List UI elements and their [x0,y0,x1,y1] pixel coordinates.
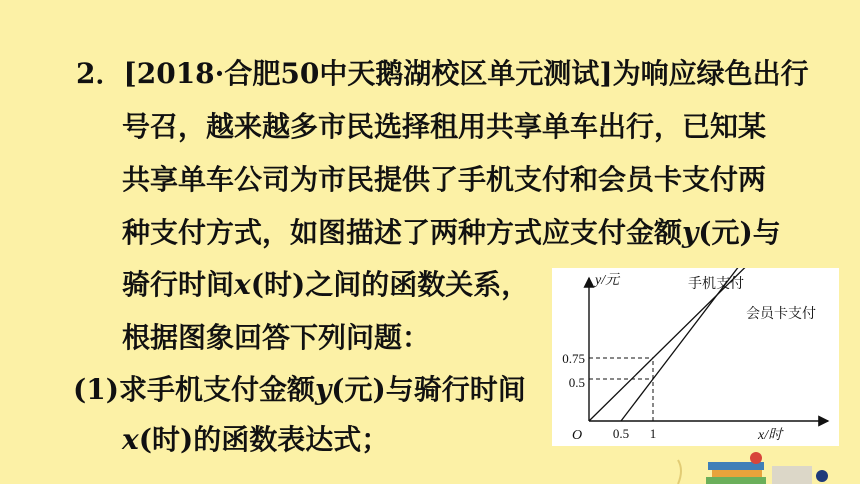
problem-source: [2018·合肥50中天鹅湖校区单元测试] [123,57,613,90]
variable-y: y [682,216,699,249]
series-label: 会员卡支付 [746,306,816,322]
question-1-text: (1)求手机支付金额 [73,373,315,406]
problem-line-2: 号召，越来越多市民选择租用共享单车出行，已知某 [122,110,767,143]
problem-line-5-text: 骑行时间 [122,268,235,301]
x-axis-label: x/时 [758,428,783,443]
problem-line-5 [122,268,529,302]
question-1-line-2 [122,423,389,457]
problem-line-1 [76,57,809,91]
graph-svg [552,268,839,446]
y-axis-label: y/元 [595,273,620,288]
x-tick-label: 0.5 [612,426,630,441]
problem-line-6: 根据图象回答下列问题： [122,321,431,354]
variable-y: y [314,373,332,406]
problem-line-4 [122,216,781,250]
y-tick-label: 0.5 [568,375,585,390]
variable-x: x [234,268,251,301]
series-label: 手机支付 [688,276,744,292]
question-1-text-c: (时)的函数表达式； [138,423,390,456]
variable-x: x [122,423,139,456]
problem-number: 2． [76,57,124,90]
y-tick-label: 0.75 [562,351,585,366]
problem-line-5-rest: (时)之间的函数关系， [250,268,530,301]
x-tick-label: 1 [649,426,657,441]
function-graph [552,268,839,446]
unit-yuan: (元)与 [698,216,781,249]
origin-label: O [572,428,583,443]
problem-line-3: 共享单车公司为市民提供了手机支付和会员卡支付两 [122,163,767,196]
question-1-line-1 [73,373,526,407]
books-decoration [672,446,858,484]
question-1-text-b: (元)与骑行时间 [331,373,526,406]
problem-line-1-rest: 为响应绿色出行 [612,57,809,90]
problem-line-4-text: 种支付方式，如图描述了两种方式应支付金额 [122,216,683,249]
